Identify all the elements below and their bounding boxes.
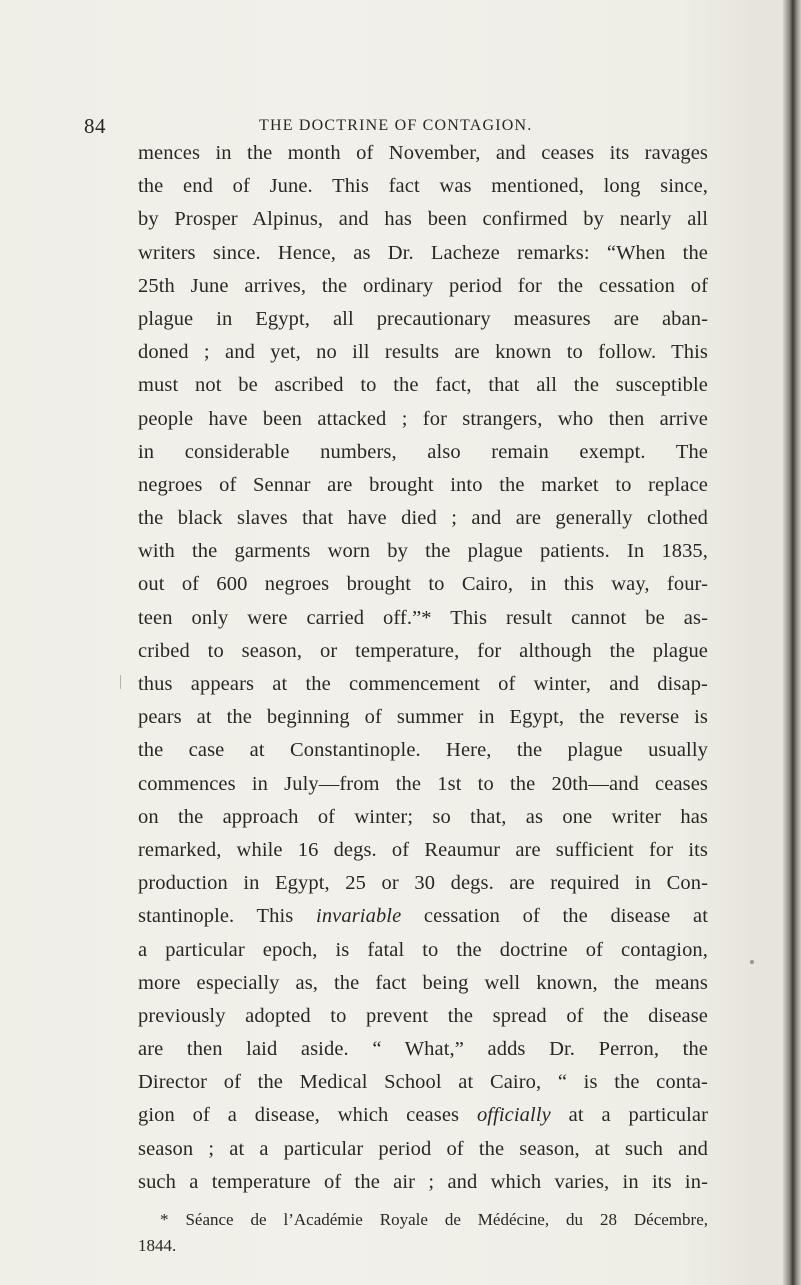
text-line: such a temperature of the air ; and which varies, in its in- bbox=[138, 1170, 708, 1193]
text-line: production in Egypt, 25 or 30 degs. are required in Con- bbox=[138, 872, 708, 895]
ink-speck bbox=[750, 960, 754, 964]
text-line: in considerable numbers, also remain exempt. The bbox=[138, 440, 708, 463]
text-line: a particular epoch, is fatal to the doctrine of contagion, bbox=[138, 938, 708, 961]
text-line: thus appears at the commencement of winter, and disap- bbox=[138, 673, 708, 695]
text-line: gion of a disease, which ceases officially at a particular bbox=[138, 1104, 709, 1127]
text-line: on the approach of winter; so that, as one writer has bbox=[138, 805, 708, 828]
text-line: previously adopted to prevent the spread of the disease bbox=[138, 1004, 708, 1027]
text-line: negroes of Sennar are brought into the market to replace bbox=[138, 473, 708, 496]
body-text bbox=[138, 137, 708, 1199]
text-line: cribed to season, or temperature, for although the plague bbox=[138, 639, 708, 662]
text-line: Director of the Medical School at Cairo, “ is the conta- bbox=[138, 1071, 708, 1094]
text-line: doned ; and yet, no ill results are known to follow. This bbox=[138, 341, 708, 364]
text-line: 25th June arrives, the ordinary period for the cessation of bbox=[138, 274, 708, 297]
footnote-line: * Séance de l’Académie Royale de Médécine, du 28 Décembre, bbox=[160, 1210, 708, 1230]
text-line: the case at Constantinople. Here, the plague usually bbox=[138, 739, 708, 762]
text-line: the black slaves that have died ; and are generally clothed bbox=[138, 507, 708, 530]
text-line: mences in the month of November, and ceases its ravages bbox=[138, 142, 708, 164]
footnote bbox=[138, 1207, 708, 1259]
page-number: 84 bbox=[84, 114, 106, 138]
text-line: out of 600 negroes brought to Cairo, in this way, four- bbox=[138, 573, 708, 596]
text-line: with the garments worn by the plague patients. In 1835, bbox=[138, 540, 708, 563]
text-line: writers since. Hence, as Dr. Lacheze remarks: “When the bbox=[138, 241, 708, 264]
text-line: plague in Egypt, all precautionary measures are aban- bbox=[138, 307, 708, 330]
text-line: season ; at a particular period of the season, at such and bbox=[138, 1137, 708, 1160]
text-line: people have been attacked ; for strangers, who then arrive bbox=[138, 407, 708, 430]
text-line: pears at the beginning of summer in Egypt, the reverse is bbox=[138, 706, 708, 729]
running-head: THE DOCTRINE OF CONTAGION. bbox=[259, 117, 533, 134]
text-line: commences in July—from the 1st to the 20th—and ceases bbox=[138, 772, 708, 795]
book-binding-edge bbox=[783, 0, 801, 1285]
margin-mark bbox=[120, 675, 121, 689]
text-line: the end of June. This fact was mentioned, long since, bbox=[138, 175, 708, 198]
text-line: by Prosper Alpinus, and has been confirmed by nearly all bbox=[138, 208, 708, 231]
text-line: stantinople. This invariable cessation of the disease at bbox=[138, 905, 708, 928]
text-line: more especially as, the fact being well known, the means bbox=[138, 971, 708, 994]
footnote-line: 1844. bbox=[138, 1236, 177, 1256]
text-line: teen only were carried off.”* This result cannot be as- bbox=[138, 606, 708, 629]
text-line: must not be ascribed to the fact, that all the susceptible bbox=[138, 374, 708, 397]
text-line: are then laid aside. “ What,” adds Dr. Perron, the bbox=[138, 1038, 708, 1061]
text-line: remarked, while 16 degs. of Reaumur are sufficient for its bbox=[138, 838, 708, 861]
